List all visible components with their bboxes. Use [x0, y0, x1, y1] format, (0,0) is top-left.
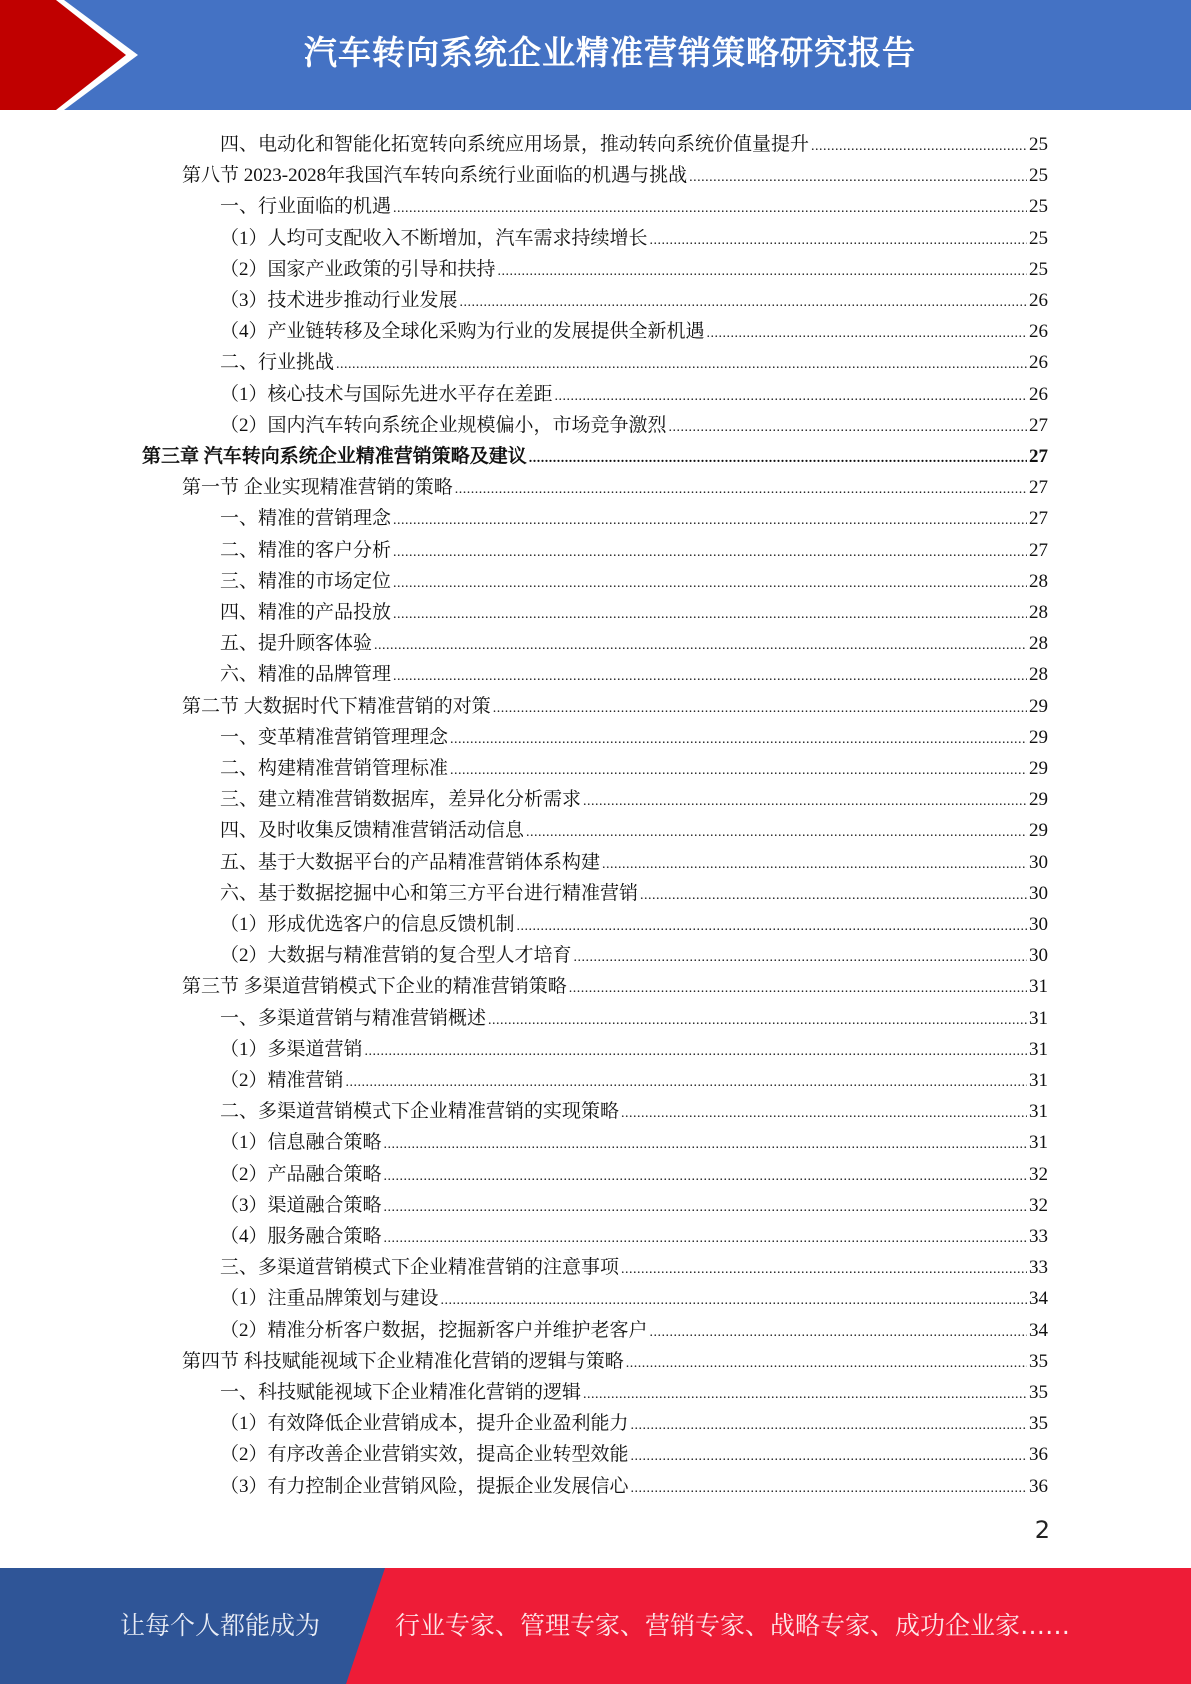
toc-entry[interactable] — [182, 691, 1048, 722]
dot-leader — [450, 755, 1027, 786]
dot-leader — [569, 973, 1027, 1004]
dot-leader — [346, 1067, 1027, 1098]
toc-entry-page: 30 — [1029, 914, 1048, 935]
dot-leader — [631, 1441, 1027, 1472]
toc-entry[interactable] — [220, 1003, 1048, 1034]
dot-leader — [621, 1254, 1027, 1285]
toc-entry-page: 25 — [1029, 165, 1048, 187]
toc-entry-title: （1）信息融合策略 — [220, 1132, 382, 1154]
toc-entry-title: （1）人均可支配收入不断增加，汽车需求持续增长 — [220, 227, 648, 249]
toc-entry[interactable] — [220, 347, 1048, 378]
toc-entry[interactable] — [220, 535, 1048, 566]
dot-leader — [631, 1410, 1027, 1441]
toc-entry-title: 五、提升顾客体验 — [220, 633, 373, 655]
toc-entry-page: 25 — [1029, 258, 1048, 280]
toc-entry-page: 31 — [1029, 1038, 1048, 1060]
toc-entry[interactable] — [220, 1377, 1048, 1408]
report-header — [0, 0, 1191, 110]
toc-entry-page: 26 — [1029, 383, 1048, 405]
toc-entry-title: 一、变革精准营销管理理念 — [220, 726, 449, 748]
toc-entry[interactable] — [182, 472, 1048, 503]
toc-entry[interactable] — [220, 847, 1048, 878]
toc-entry[interactable] — [220, 815, 1048, 846]
toc-entry-title: 一、多渠道营销与精准营销概述 — [220, 1007, 487, 1029]
toc-entry-title: 第八节 2023-2028年我国汽车转向系统行业面临的机遇与挑战 — [182, 165, 688, 187]
toc-entry-page: 31 — [1029, 1070, 1048, 1091]
toc-entry-title: （3）渠道融合策略 — [220, 1194, 382, 1216]
toc-entry-page: 35 — [1029, 1413, 1048, 1435]
dot-leader — [374, 630, 1027, 661]
toc-entry-title: 一、精准的营销理念 — [220, 508, 392, 530]
toc-entry-page: 30 — [1029, 882, 1048, 904]
toc-entry[interactable] — [220, 1471, 1048, 1502]
chevron-decoration-icon — [0, 0, 160, 110]
toc-entry-page: 34 — [1029, 1319, 1048, 1341]
toc-entry[interactable] — [220, 597, 1048, 628]
dot-leader — [450, 724, 1027, 755]
toc-entry[interactable] — [220, 254, 1048, 285]
toc-entry-page: 31 — [1029, 976, 1048, 998]
toc-entry[interactable] — [220, 878, 1048, 909]
footer-slogan-left: 让每个人都能成为 — [120, 1611, 321, 1640]
toc-entry-title: （2）国内汽车转向系统企业规模偏小，市场竞争激烈 — [220, 414, 667, 436]
toc-entry-title: 二、多渠道营销模式下企业精准营销的实现策略 — [220, 1101, 620, 1123]
toc-entry[interactable] — [220, 909, 1048, 940]
toc-entry[interactable] — [220, 191, 1048, 222]
toc-entry-page: 29 — [1029, 789, 1048, 811]
toc-entry-page: 26 — [1029, 321, 1048, 343]
toc-entry-title: 四、电动化和智能化拓宽转向系统应用场景，推动转向系统价值量提升 — [220, 134, 810, 155]
toc-entry-title: 一、行业面临的机遇 — [220, 196, 392, 218]
toc-entry-title: （2）大数据与精准营销的复合型人才培育 — [220, 945, 572, 967]
toc-entry[interactable] — [220, 1034, 1048, 1065]
dot-leader — [555, 381, 1027, 412]
toc-entry[interactable] — [220, 410, 1048, 441]
dot-leader — [460, 287, 1027, 318]
toc-entry-page: 31 — [1029, 1007, 1048, 1029]
toc-entry-page: 26 — [1029, 290, 1048, 311]
toc-entry-title: 一、科技赋能视域下企业精准化营销的逻辑 — [220, 1382, 582, 1403]
dot-leader — [574, 942, 1027, 973]
footer-banner — [0, 1568, 1191, 1684]
toc-entry[interactable] — [220, 1221, 1048, 1252]
toc-entry-title: （4）产业链转移及全球化采购为行业的发展提供全新机遇 — [220, 321, 705, 343]
toc-entry[interactable] — [220, 379, 1048, 410]
dot-leader — [384, 1129, 1027, 1160]
toc-entry-title: 第四节 科技赋能视域下企业精准化营销的逻辑与策略 — [182, 1350, 624, 1372]
toc-entry-page: 32 — [1029, 1163, 1048, 1185]
dot-leader — [393, 505, 1027, 536]
toc-entry-title: 第三节 多渠道营销模式下企业的精准营销策略 — [182, 976, 567, 998]
dot-leader — [455, 474, 1027, 505]
dot-leader — [488, 1005, 1027, 1036]
toc-entry-page: 27 — [1029, 508, 1048, 530]
toc-entry[interactable] — [142, 441, 1048, 472]
toc-entry[interactable] — [220, 1096, 1048, 1127]
dot-leader — [650, 225, 1027, 256]
dot-leader — [626, 1348, 1027, 1379]
dot-leader — [384, 1223, 1027, 1254]
toc-entry-page: 33 — [1029, 1226, 1048, 1247]
dot-leader — [336, 349, 1027, 380]
dot-leader — [621, 1098, 1027, 1129]
toc-entry-title: （2）国家产业政策的引导和扶持 — [220, 258, 496, 280]
toc-entry[interactable] — [220, 223, 1048, 254]
toc-entry-title: 二、构建精准营销管理标准 — [220, 758, 449, 779]
dot-leader — [707, 318, 1027, 349]
toc-entry-page: 30 — [1029, 851, 1048, 873]
page-number: 2 — [1034, 1516, 1050, 1544]
dot-leader — [640, 880, 1027, 911]
toc-entry-page: 31 — [1029, 1101, 1048, 1123]
toc-entry[interactable] — [220, 722, 1048, 753]
toc-entry-page: 25 — [1029, 227, 1048, 249]
toc-entry[interactable] — [220, 566, 1048, 597]
toc-entry-title: （4）服务融合策略 — [220, 1226, 382, 1247]
toc-entry-title: （1）注重品牌策划与建设 — [220, 1288, 439, 1310]
toc-entry-page: 28 — [1029, 570, 1048, 592]
toc-entry-title: 第二节 大数据时代下精准营销的对策 — [182, 695, 491, 717]
toc-entry-page: 35 — [1029, 1350, 1048, 1372]
toc-entry-page: 31 — [1029, 1132, 1048, 1154]
toc-entry-title: （3）有力控制企业营销风险，提振企业发展信心 — [220, 1475, 629, 1497]
toc-entry-page: 29 — [1029, 726, 1048, 748]
toc-entry-page: 29 — [1029, 820, 1048, 842]
toc-entry[interactable] — [220, 1315, 1048, 1346]
toc-entry-title: （1）核心技术与国际先进水平存在差距 — [220, 383, 553, 405]
toc-entry-page: 26 — [1029, 352, 1048, 374]
toc-entry-title: （2）精准分析客户数据，挖掘新客户并维护老客户 — [220, 1319, 648, 1341]
dot-leader — [631, 1473, 1027, 1504]
report-title: 汽车转向系统企业精准营销策略研究报告 — [304, 33, 916, 72]
toc-entry-page: 32 — [1029, 1194, 1048, 1216]
toc-entry-title: 四、及时收集反馈精准营销活动信息 — [220, 820, 525, 842]
toc-entry-title: 二、精准的客户分析 — [220, 539, 392, 561]
toc-entry-title: 三、建立精准营销数据库，差异化分析需求 — [220, 789, 582, 811]
toc-entry-page: 25 — [1029, 134, 1048, 155]
toc-entry-page: 28 — [1029, 633, 1048, 655]
toc-entry[interactable] — [220, 628, 1048, 659]
toc-entry-page: 35 — [1029, 1382, 1048, 1403]
dot-leader — [384, 1161, 1027, 1192]
toc-entry-title: 三、精准的市场定位 — [220, 570, 392, 592]
dot-leader — [650, 1317, 1027, 1348]
toc-entry-page: 27 — [1029, 477, 1048, 499]
dot-leader — [441, 1285, 1027, 1316]
toc-entry-page: 27 — [1029, 446, 1048, 467]
toc-entry-title: （2）有序改善企业营销实效，提高企业转型效能 — [220, 1444, 629, 1466]
toc-entry-title: （1）有效降低企业营销成本，提升企业盈利能力 — [220, 1413, 629, 1435]
toc-entry[interactable] — [220, 129, 1048, 160]
toc-entry[interactable] — [220, 503, 1048, 534]
toc-entry-title: 五、基于大数据平台的产品精准营销体系构建 — [220, 851, 601, 873]
toc-entry-title: 四、精准的产品投放 — [220, 602, 392, 623]
toc-entry-page: 33 — [1029, 1257, 1048, 1279]
toc-entry[interactable] — [220, 784, 1048, 815]
dot-leader — [583, 1379, 1027, 1410]
dot-leader — [498, 256, 1027, 287]
toc-entry-title: （2）精准营销 — [220, 1070, 344, 1091]
toc-entry-title: （3）技术进步推动行业发展 — [220, 290, 458, 311]
toc-entry-title: 三、多渠道营销模式下企业精准营销的注意事项 — [220, 1257, 620, 1279]
toc-entry[interactable] — [220, 1283, 1048, 1314]
dot-leader — [689, 162, 1027, 193]
toc-entry-title: （1）形成优选客户的信息反馈机制 — [220, 914, 515, 935]
toc-entry[interactable] — [220, 1190, 1048, 1221]
toc-entry[interactable] — [220, 1127, 1048, 1158]
toc-entry-page: 36 — [1029, 1475, 1048, 1497]
dot-leader — [583, 786, 1027, 817]
toc-entry-page: 30 — [1029, 945, 1048, 967]
dot-leader — [393, 537, 1027, 568]
toc-entry-page: 29 — [1029, 758, 1048, 779]
dot-leader — [393, 193, 1027, 224]
toc-entry[interactable] — [220, 659, 1048, 690]
toc-entry-page: 27 — [1029, 539, 1048, 561]
toc-entry[interactable] — [182, 160, 1048, 191]
dot-leader — [669, 412, 1027, 443]
toc-entry[interactable] — [182, 1346, 1048, 1377]
toc-entry-page: 28 — [1029, 664, 1048, 686]
dot-leader — [393, 661, 1027, 692]
toc-entry[interactable] — [220, 1065, 1048, 1096]
dot-leader — [365, 1036, 1027, 1067]
toc-entry[interactable] — [220, 1439, 1048, 1470]
dot-leader — [529, 443, 1027, 474]
toc-entry[interactable] — [220, 940, 1048, 971]
footer-slogan-right: 行业专家、管理专家、营销专家、战略专家、成功企业家…… — [395, 1611, 1071, 1640]
toc-entry-title: 二、行业挑战 — [220, 352, 335, 374]
dot-leader — [517, 911, 1027, 942]
toc-entry-page: 29 — [1029, 695, 1048, 717]
toc-entry[interactable] — [220, 316, 1048, 347]
dot-leader — [811, 131, 1027, 162]
toc-entry-title: 六、基于数据挖掘中心和第三方平台进行精准营销 — [220, 882, 639, 904]
toc-entry-page: 27 — [1029, 414, 1048, 436]
toc-entry[interactable] — [182, 971, 1048, 1002]
toc-entry[interactable] — [220, 1159, 1048, 1190]
toc-entry[interactable] — [220, 1252, 1048, 1283]
toc-entry[interactable] — [220, 285, 1048, 316]
toc-entry-title: （2）产品融合策略 — [220, 1163, 382, 1185]
dot-leader — [602, 849, 1027, 880]
toc-entry-page: 34 — [1029, 1288, 1048, 1310]
dot-leader — [393, 568, 1027, 599]
toc-entry-page: 36 — [1029, 1444, 1048, 1466]
toc-entry-title: （1）多渠道营销 — [220, 1038, 363, 1060]
toc-entry-title: 第一节 企业实现精准营销的策略 — [182, 477, 453, 499]
dot-leader — [384, 1192, 1027, 1223]
toc-entry-title: 第三章 汽车转向系统企业精准营销策略及建议 — [142, 446, 527, 467]
toc-entry[interactable] — [220, 753, 1048, 784]
toc-entry-title: 六、精准的品牌管理 — [220, 664, 392, 686]
dot-leader — [393, 599, 1027, 630]
toc-entry[interactable] — [220, 1408, 1048, 1439]
toc-entry-page: 28 — [1029, 602, 1048, 623]
dot-leader — [526, 817, 1027, 848]
toc-entry-page: 25 — [1029, 196, 1048, 218]
dot-leader — [493, 693, 1027, 724]
